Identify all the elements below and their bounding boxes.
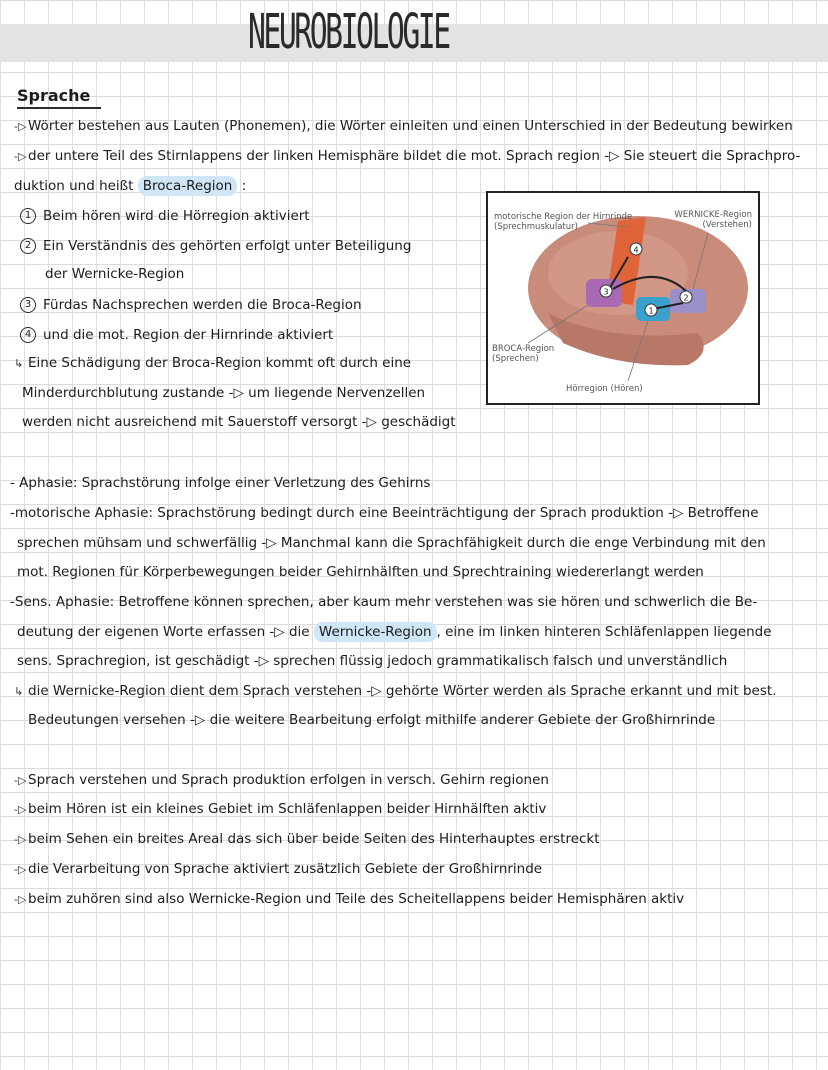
intro-line-3: duktion und heißt Broca-Region : xyxy=(14,178,247,194)
aphasia-line-4: mot. Regionen für Körperbewegungen beider Gehirnhälften und Sprechtraining wiedererlangt werden xyxy=(17,564,704,580)
step-number: 4 xyxy=(20,327,36,343)
label-motor-region: motorische Region der Hirnrinde (Sprechmuskulatur) xyxy=(494,212,633,232)
step-number: 3 xyxy=(20,297,36,313)
step-number: 1 xyxy=(20,208,36,224)
aphasia-line-3: sprechen mühsam und schwerfällig -▷ Manchmal kann die Sprachfähigkeit durch die enge Verbindung mit den xyxy=(17,535,766,551)
highlight-broca: Broca-Region xyxy=(138,176,238,196)
summary-item-1: -▷ Sprach verstehen und Sprach produktion erfolgen in versch. Gehirn regionen xyxy=(14,772,549,788)
intro-line-1: -▷ Wörter bestehen aus Lauten (Phonemen), die Wörter einleiten und einen Unterschied in der Bedeutung bewirken xyxy=(14,118,793,134)
arrow-icon: -▷ xyxy=(14,150,27,163)
arrow-icon: -▷ xyxy=(14,774,27,787)
step-4: 4 und die mot. Region der Hirnrinde aktiviert xyxy=(20,327,333,343)
aphasia-line-2: -motorische Aphasie: Sprachstörung bedingt durch eine Beeinträchtigung der Sprach produktion -▷ Betroffene xyxy=(10,505,759,521)
label-wernicke-region: WERNICKE-Region (Verstehen) xyxy=(674,210,752,230)
damage-line-3: werden nicht ausreichend mit Sauerstoff versorgt -▷ geschädigt xyxy=(22,414,456,430)
summary-item-2: -▷ beim Hören ist ein kleines Gebiet im Schläfenlappen beider Hirnhälften aktiv xyxy=(14,801,547,817)
arrow-icon: -▷ xyxy=(14,120,27,133)
aphasia-line-1: - Aphasie: Sprachstörung infolge einer Verletzung des Gehirns xyxy=(10,475,431,491)
damage-line-2: Minderdurchblutung zustande -▷ um liegende Nervenzellen xyxy=(22,385,426,401)
return-arrow-icon: ↳ xyxy=(14,357,24,370)
svg-text:3: 3 xyxy=(603,287,609,297)
step-1: 1 Beim hören wird die Hörregion aktiviert xyxy=(20,208,310,224)
return-arrow-icon: ↳ xyxy=(14,685,24,698)
aphasia-line-7: sens. Sprachregion, ist geschädigt -▷ sprechen flüssig jedoch grammatikalisch falsch und unverständlich xyxy=(17,653,728,669)
highlight-wernicke: Wernicke-Region xyxy=(314,622,437,642)
label-broca-region: BROCA-Region (Sprechen) xyxy=(492,344,555,364)
svg-text:4: 4 xyxy=(633,245,639,255)
step-number: 2 xyxy=(20,238,36,254)
svg-text:2: 2 xyxy=(683,293,689,303)
step-2-continued: der Wernicke-Region xyxy=(45,266,185,282)
summary-item-3: -▷ beim Sehen ein breites Areal das sich über beide Seiten des Hinterhauptes erstreckt xyxy=(14,831,600,847)
label-hearing-region: Hörregion (Hören) xyxy=(566,384,643,394)
aphasia-line-5: -Sens. Aphasie: Betroffene können sprechen, aber kaum mehr verstehen was sie hören und schwerlich die Be- xyxy=(10,594,758,610)
arrow-icon: -▷ xyxy=(14,833,27,846)
step-2: 2 Ein Verständnis des gehörten erfolgt unter Beteiligung xyxy=(20,238,411,254)
intro-line-2: -▷ der untere Teil des Stirnlappens der linken Hemisphäre bildet die mot. Sprach region -▷ Sie steuert die Sprachpro- xyxy=(14,148,801,164)
summary-item-4: -▷ die Verarbeitung von Sprache aktiviert zusätzlich Gebiete der Großhirnrinde xyxy=(14,861,543,877)
aphasia-line-9: Bedeutungen versehen -▷ die weitere Bearbeitung erfolgt mithilfe anderer Gebiete der Großhirnrinde xyxy=(28,712,716,728)
svg-text:1: 1 xyxy=(648,306,654,316)
section-heading: Sprache xyxy=(17,86,101,109)
summary-item-5: -▷ beim zuhören sind also Wernicke-Region und Teile des Scheitellappens beider Hemisphären aktiv xyxy=(14,891,685,907)
brain-diagram xyxy=(486,191,760,405)
arrow-icon: -▷ xyxy=(14,863,27,876)
arrow-icon: -▷ xyxy=(14,803,27,816)
aphasia-line-6: deutung der eigenen Worte erfassen -▷ die Wernicke-Region , eine im linken hinteren Schläfenlappen liegende xyxy=(17,624,772,640)
arrow-icon: -▷ xyxy=(14,893,27,906)
damage-line-1: ↳ Eine Schädigung der Broca-Region kommt oft durch eine xyxy=(14,355,412,371)
page-title: NEUROBIOLOGIE xyxy=(248,4,449,60)
step-3: 3 Fürdas Nachsprechen werden die Broca-Region xyxy=(20,297,362,313)
aphasia-line-8: ↳ die Wernicke-Region dient dem Sprach verstehen -▷ gehörte Wörter werden als Sprache erkannt und mit best. xyxy=(14,683,777,699)
